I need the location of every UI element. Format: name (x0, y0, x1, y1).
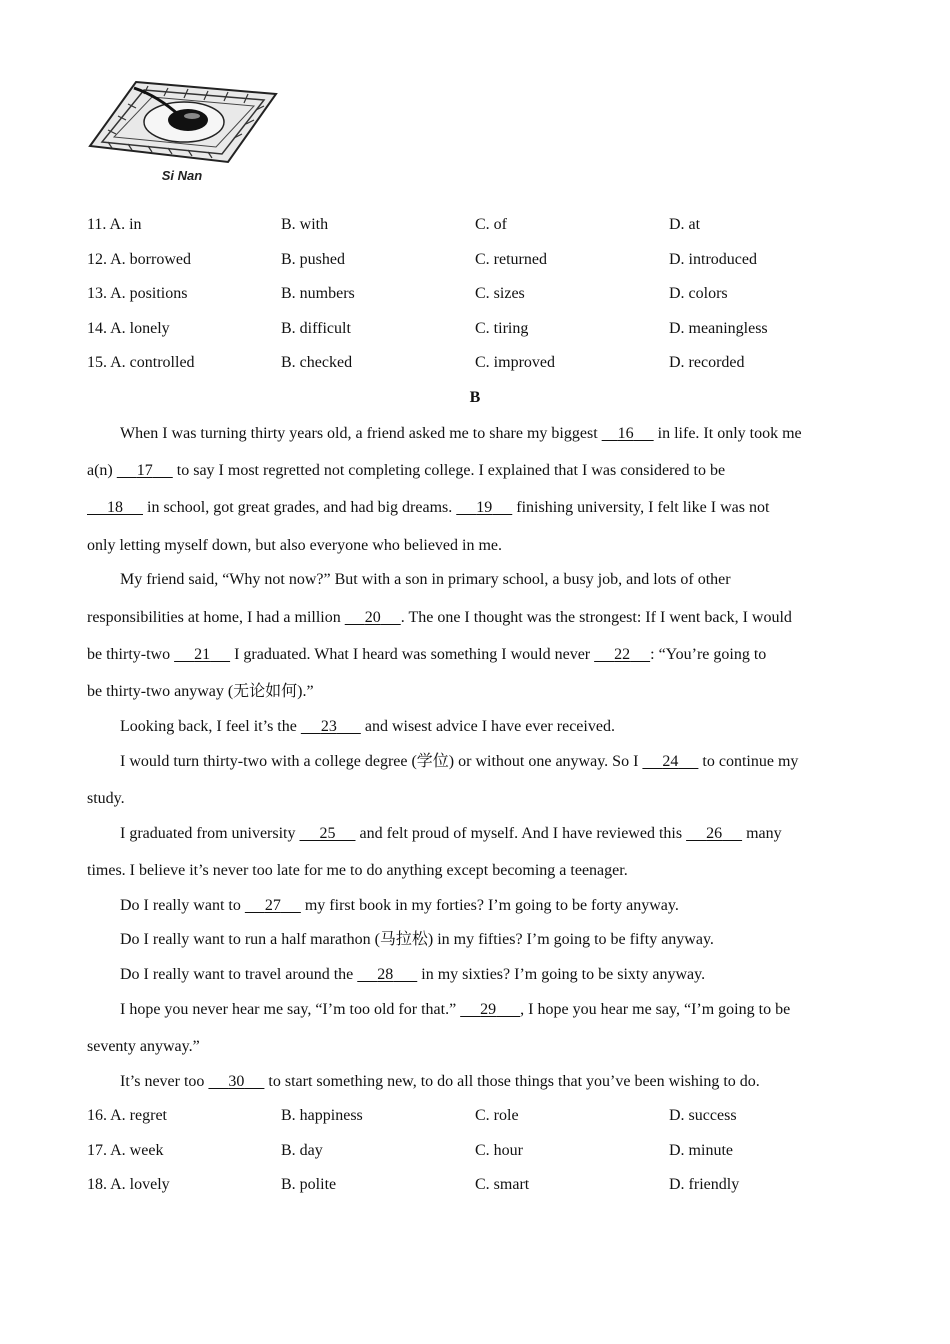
passage-line: Looking back, I feel it’s the 23 and wisest advice I have ever received. (120, 716, 615, 738)
option-d: D. recorded (669, 354, 745, 371)
option-a: 15. A. controlled (87, 354, 195, 371)
passage-line: I graduated from university 25 and felt proud of myself. And I have reviewed this 26 many (120, 823, 782, 845)
passage-line: be thirty-two 21 I graduated. What I heard was something I would never 22 : “You’re going to (87, 644, 766, 666)
option-d: D. introduced (669, 251, 757, 268)
option-d: D. success (669, 1107, 737, 1124)
blank-24: 24 (662, 753, 679, 770)
option-b: B. pushed (281, 251, 345, 268)
blank-27: 27 (264, 897, 281, 914)
blank-22: 22 (614, 646, 631, 663)
option-b: B. polite (281, 1176, 337, 1193)
option-d: D. meaningless (669, 320, 768, 337)
option-a: 13. A. positions (87, 285, 188, 302)
blank-23: 23 (320, 718, 337, 735)
blank-21: 21 (194, 646, 211, 663)
option-c: C. sizes (475, 285, 525, 302)
passage-line: study. (87, 790, 125, 807)
passage-line: only letting myself down, but also everyone who believed in me. (87, 537, 503, 554)
option-row-11 (87, 214, 887, 236)
option-c: C. of (475, 216, 507, 233)
option-b: B. checked (281, 354, 353, 371)
passage-line: My friend said, “Why not now?” But with a son in primary school, a busy job, and lots of other (120, 571, 731, 588)
passage-line: 18 in school, got great grades, and had big dreams. 19 finishing university, I felt like I was not (87, 497, 769, 519)
option-d: D. minute (669, 1142, 733, 1159)
passage-line: be thirty-two anyway (无论如何).” (87, 683, 314, 700)
blank-29: 29 (480, 1001, 497, 1018)
option-b: B. with (281, 216, 329, 233)
option-c: C. smart (475, 1176, 530, 1193)
option-c: C. role (475, 1107, 519, 1124)
passage-line: I hope you never hear me say, “I’m too old for that.” 29 , I hope you hear me say, “I’m going to be (120, 999, 790, 1021)
passage-line: Do I really want to 27 my first book in my forties? I’m going to be forty anyway. (120, 895, 679, 917)
passage-line: When I was turning thirty years old, a friend asked me to share my biggest 16 in life. It only took me (120, 423, 802, 445)
option-a: 14. A. lonely (87, 320, 170, 337)
option-a: 11. A. in (87, 216, 142, 233)
blank-25: 25 (319, 825, 336, 842)
blank-16: 16 (617, 425, 634, 442)
option-b: B. difficult (281, 320, 351, 337)
option-d: D. friendly (669, 1176, 740, 1193)
blank-26: 26 (706, 825, 723, 842)
passage-line: seventy anyway.” (87, 1038, 200, 1055)
option-c: C. tiring (475, 320, 529, 337)
option-row-13 (87, 283, 887, 305)
option-a: 12. A. borrowed (87, 251, 191, 268)
option-c: C. hour (475, 1142, 523, 1159)
blank-30: 30 (228, 1073, 245, 1090)
option-row-16 (87, 1105, 887, 1127)
option-a: 17. A. week (87, 1142, 164, 1159)
blank-17: 17 (136, 462, 153, 479)
passage-line: a(n) 17 to say I most regretted not completing college. I explained that I was considered to be (87, 460, 725, 482)
blank-19: 19 (476, 499, 493, 516)
option-row-18 (87, 1174, 887, 1196)
blank-28: 28 (377, 966, 394, 983)
option-row-14 (87, 318, 887, 340)
option-d: D. at (669, 216, 701, 233)
blank-18: 18 (107, 499, 123, 516)
option-a: 16. A. regret (87, 1107, 167, 1124)
passage-line: It’s never too 30 to start something new, to do all those things that you’ve been wishing to do. (120, 1071, 760, 1093)
si-nan-figure (88, 76, 278, 188)
passage-line: responsibilities at home, I had a million 20 . The one I thought was the strongest: If I went back, I would (87, 607, 792, 629)
option-a: 18. A. lovely (87, 1176, 170, 1193)
option-row-12 (87, 249, 887, 271)
option-row-15 (87, 352, 887, 374)
option-b: B. day (281, 1142, 323, 1159)
passage-line: Do I really want to travel around the 28 in my sixties? I’m going to be sixty anyway. (120, 964, 705, 986)
passage-line: I would turn thirty-two with a college degree (学位) or without one anyway. So I 24 to continue my (120, 751, 798, 773)
blank-20: 20 (364, 609, 381, 626)
option-d: D. colors (669, 285, 728, 302)
option-b: B. numbers (281, 285, 355, 302)
figure-caption: Si Nan (161, 168, 203, 183)
option-row-17 (87, 1140, 887, 1162)
option-b: B. happiness (281, 1107, 363, 1124)
option-c: C. improved (475, 354, 555, 371)
passage-line: times. I believe it’s never too late for me to do anything except becoming a teenager. (87, 862, 628, 879)
option-c: C. returned (475, 251, 547, 268)
passage-line: Do I really want to run a half marathon (马拉松) in my fifties? I’m going to be fifty anyway. (120, 931, 714, 948)
section-heading-b: B (469, 389, 481, 406)
